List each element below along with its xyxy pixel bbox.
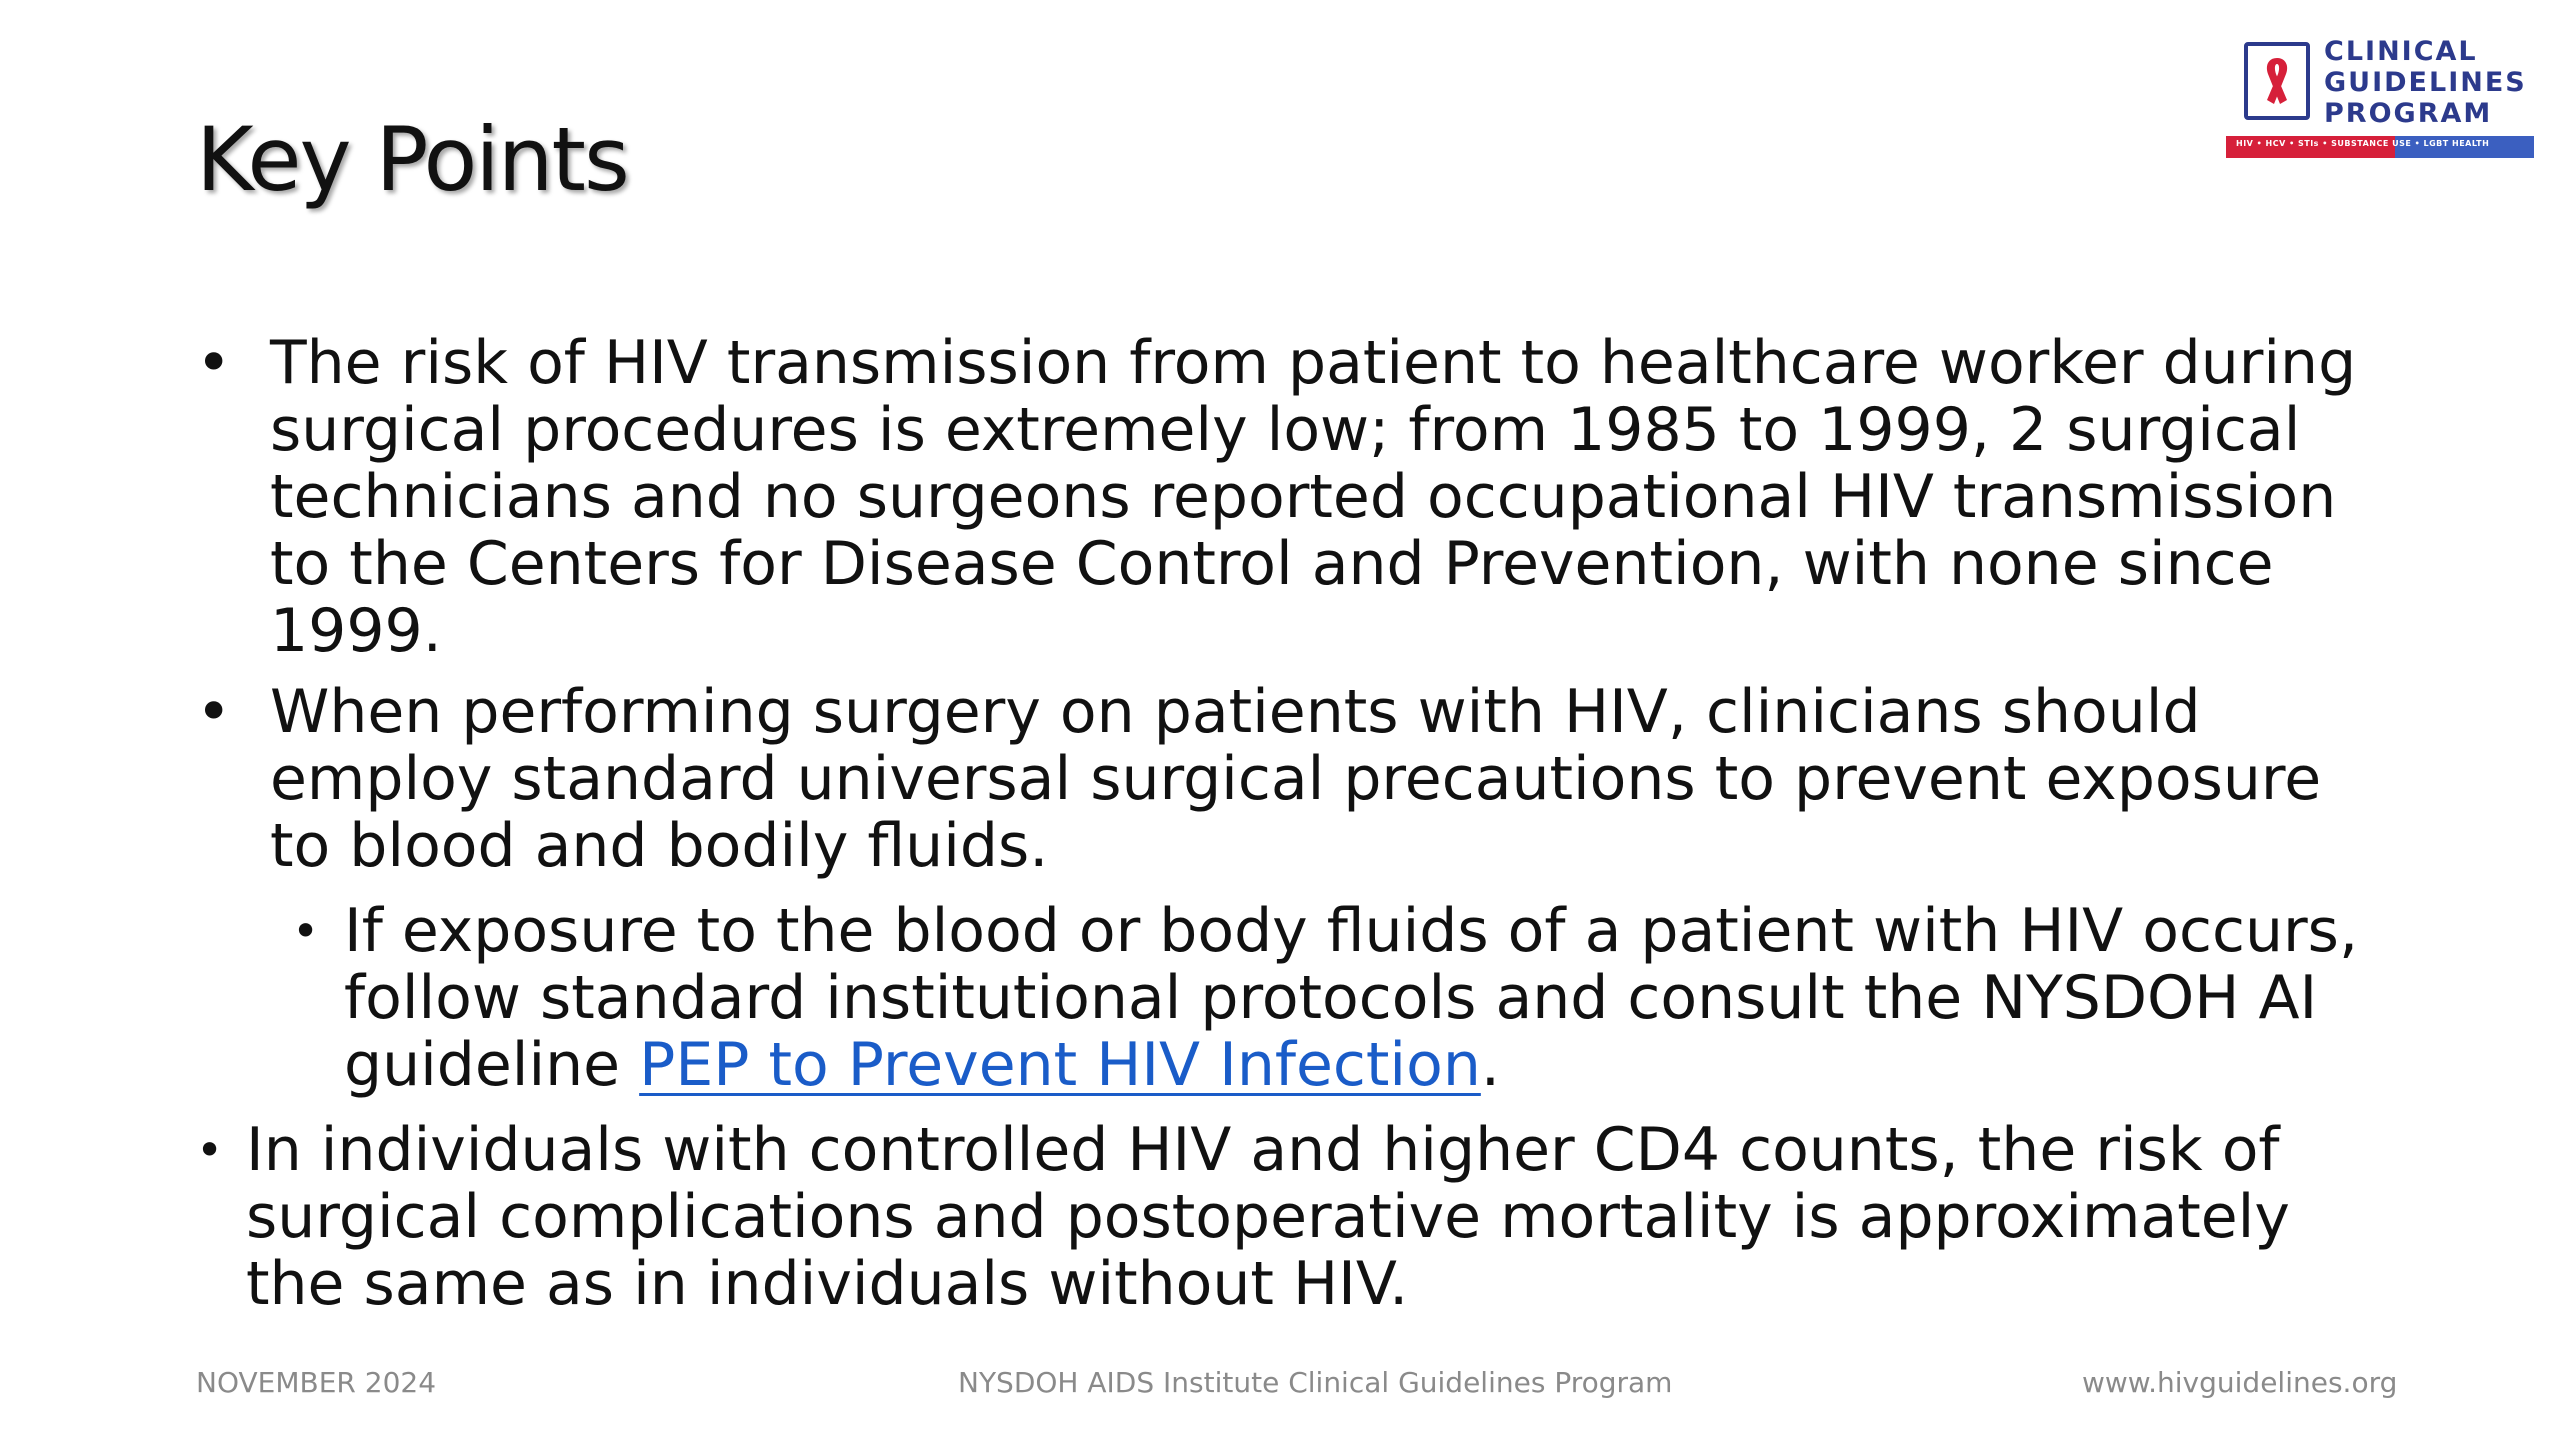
list-item	[196, 679, 2376, 880]
logo-line-2: GUIDELINES	[2324, 67, 2527, 98]
red-ribbon-icon	[2256, 54, 2298, 110]
sub-list-item	[196, 898, 2376, 1099]
pep-guideline-link[interactable]: PEP to Prevent HIV Infection	[639, 1030, 1481, 1100]
slide-title: Key Points	[196, 108, 628, 211]
logo-line-1: CLINICAL	[2324, 36, 2478, 67]
logo-tagline: HIV • HCV • STIs • SUBSTANCE USE • LGBT HEALTH	[2236, 139, 2490, 148]
footer-program: NYSDOH AIDS Institute Clinical Guidelines Program	[958, 1366, 1673, 1399]
footer-date: NOVEMBER 2024	[196, 1366, 437, 1399]
list-item	[196, 1117, 2376, 1318]
bullet-text: When performing surgery on patients with HIV, clinicians should employ standard universal surgical precautions to prevent exposure to blood and bodily fluids.	[270, 677, 2322, 881]
logo-line-3: PROGRAM	[2324, 98, 2493, 129]
bullet-text: In individuals with controlled HIV and higher CD4 counts, the risk of surgical complications and postoperative mortality is approximately the same as in individuals without HIV.	[246, 1115, 2290, 1319]
bullet-marker: •	[196, 1123, 224, 1177]
list-item	[196, 330, 2376, 665]
bullet-marker: •	[196, 328, 232, 398]
bullet-marker: •	[292, 904, 320, 958]
logo-wordmark	[2324, 36, 2527, 129]
footer-website: www.hivguidelines.org	[2082, 1366, 2398, 1399]
bullet-marker: •	[196, 677, 232, 747]
key-points-list	[196, 330, 2376, 1318]
bullet-text-end: .	[1480, 1030, 1500, 1100]
logo-emblem	[2244, 42, 2310, 120]
clinical-guidelines-program-logo	[2226, 36, 2534, 161]
bullet-text: The risk of HIV transmission from patient to healthcare worker during surgical procedures is extremely low; from 1985 to 1999, 2 surgical technicians and no surgeons reported occupational HIV transmission to the Centers for Disease Control and Prevention, with none since 1999.	[270, 328, 2357, 666]
bullet-text: If exposure to the blood or body fluids of a patient with HIV occurs, follow standard institutional protocols and consult the NYSDOH AI guideline	[344, 896, 2359, 1100]
